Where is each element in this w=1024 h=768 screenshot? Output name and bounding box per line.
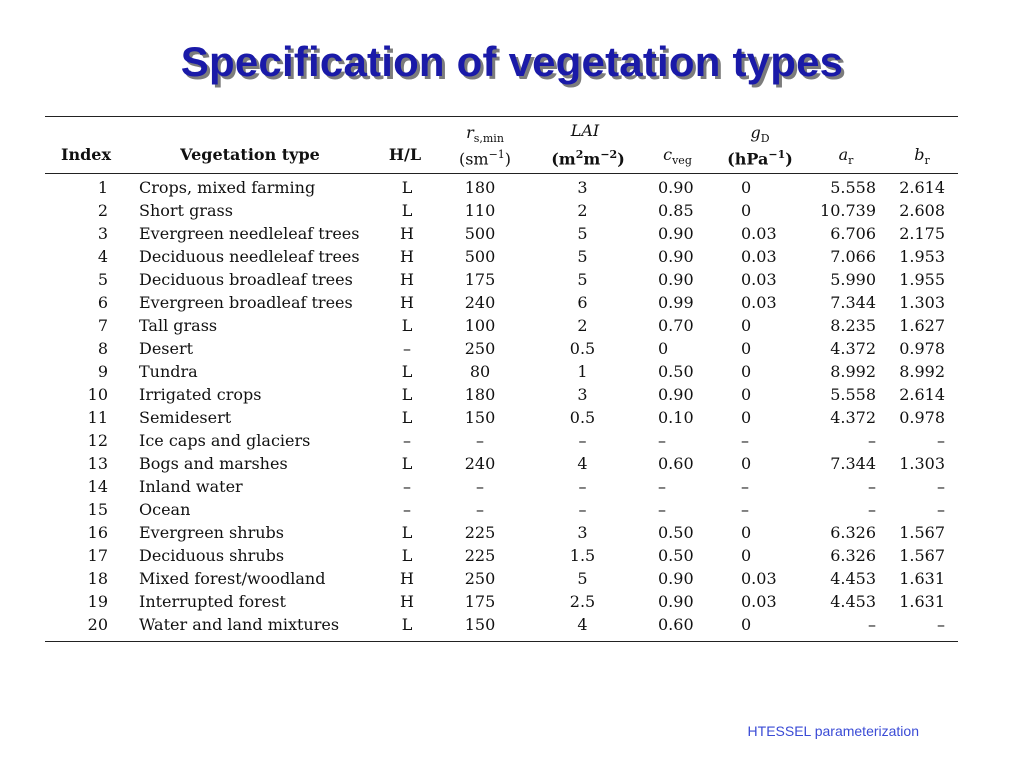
cell-gd: 0.03 — [741, 247, 777, 266]
cell-gd: – — [741, 477, 749, 496]
cell-cveg: 0.50 — [658, 523, 694, 542]
cell-rs-min: 250 — [464, 569, 496, 588]
cell-vegetation-type: Evergreen broadleaf trees — [139, 293, 353, 312]
cell-lai: 2 — [577, 316, 588, 335]
table-row — [0, 521, 1024, 544]
cell-gd: – — [741, 431, 749, 450]
cell-ar: – — [868, 500, 876, 519]
cell-ar: 10.739 — [820, 201, 876, 220]
cell-br: 0.978 — [899, 408, 945, 427]
cell-vegetation-type: Deciduous needleleaf trees — [139, 247, 360, 266]
table-row — [0, 613, 1024, 636]
table-row — [0, 222, 1024, 245]
cell-ar: 7.344 — [830, 454, 876, 473]
cell-cveg: 0.60 — [658, 615, 694, 634]
cell-br: 1.631 — [899, 569, 945, 588]
cell-lai: – — [578, 477, 587, 496]
header-index: Index — [60, 145, 112, 164]
cell-vegetation-type: Mixed forest/woodland — [139, 569, 326, 588]
table-row — [0, 590, 1024, 613]
cell-ar: 7.066 — [830, 247, 876, 266]
cell-index: 11 — [87, 408, 108, 427]
cell-lai: 6 — [577, 293, 588, 312]
cell-ar: 7.344 — [830, 293, 876, 312]
cell-hl: L — [401, 385, 413, 404]
cell-gd: 0 — [741, 523, 752, 542]
cell-vegetation-type: Irrigated crops — [139, 385, 262, 404]
slide-title: Specification of vegetation types — [180, 38, 844, 85]
cell-lai: 3 — [577, 178, 588, 197]
header-br: $b_r$ — [914, 145, 930, 168]
cell-index: 15 — [87, 500, 108, 519]
cell-ar: 5.990 — [830, 270, 876, 289]
cell-vegetation-type: Desert — [139, 339, 194, 358]
table-row — [0, 245, 1024, 268]
table-header — [0, 114, 1024, 174]
cell-ar: 4.453 — [830, 569, 876, 588]
cell-br: 2.614 — [899, 178, 945, 197]
cell-cveg: – — [658, 500, 666, 519]
cell-cveg: 0.90 — [658, 224, 694, 243]
cell-lai: – — [578, 431, 587, 450]
cell-index: 4 — [97, 247, 108, 266]
cell-gd: 0 — [741, 454, 752, 473]
cell-gd: 0 — [741, 178, 752, 197]
cell-lai: 5 — [577, 224, 588, 243]
cell-br: 1.627 — [899, 316, 945, 335]
cell-rs-min: 100 — [464, 316, 496, 335]
cell-vegetation-type: Water and land mixtures — [139, 615, 340, 634]
cell-hl: L — [401, 362, 413, 381]
cell-cveg: 0.10 — [658, 408, 694, 427]
table-header-rule — [45, 173, 958, 174]
table-row — [0, 406, 1024, 429]
cell-br: 1.953 — [899, 247, 945, 266]
cell-gd: 0.03 — [741, 224, 777, 243]
cell-rs-min: – — [476, 431, 484, 450]
cell-hl: L — [401, 408, 413, 427]
cell-rs-min: 110 — [464, 201, 496, 220]
cell-lai: 2 — [577, 201, 588, 220]
cell-index: 17 — [87, 546, 108, 565]
cell-rs-min: 150 — [464, 408, 496, 427]
cell-ar: 4.372 — [830, 408, 876, 427]
header-ar: $a_r$ — [838, 145, 854, 168]
cell-br: – — [937, 615, 945, 634]
cell-gd: 0.03 — [741, 293, 777, 312]
cell-lai: 1 — [577, 362, 588, 381]
cell-hl: H — [400, 270, 414, 289]
cell-hl: L — [401, 178, 413, 197]
cell-index: 16 — [87, 523, 108, 542]
cell-vegetation-type: Crops, mixed farming — [139, 178, 316, 197]
header-lai-unit: $(m^2m^{-2})$ — [551, 148, 625, 169]
table-row — [0, 475, 1024, 498]
cell-br: 1.567 — [899, 546, 945, 565]
cell-gd: – — [741, 500, 749, 519]
cell-hl: H — [400, 247, 414, 266]
cell-lai: 5 — [577, 569, 588, 588]
cell-lai: 4 — [577, 454, 588, 473]
header-gd-unit: (hPa$^{-1}$) — [727, 148, 793, 169]
cell-vegetation-type: Evergreen shrubs — [139, 523, 284, 542]
cell-vegetation-type: Tall grass — [139, 316, 218, 335]
cell-ar: 5.558 — [830, 385, 876, 404]
cell-rs-min: 500 — [464, 224, 496, 243]
cell-cveg: 0.90 — [658, 178, 694, 197]
cell-gd: 0.03 — [741, 270, 777, 289]
cell-br: 1.567 — [899, 523, 945, 542]
header-gd-symbol: $g_D$ — [750, 123, 770, 146]
cell-rs-min: 240 — [464, 293, 496, 312]
cell-lai: 0.5 — [569, 408, 596, 427]
cell-hl: – — [403, 500, 411, 519]
cell-lai: 5 — [577, 270, 588, 289]
cell-hl: – — [403, 477, 411, 496]
cell-gd: 0 — [741, 316, 752, 335]
table-row — [0, 383, 1024, 406]
cell-vegetation-type: Ice caps and glaciers — [139, 431, 311, 450]
cell-ar: – — [868, 615, 876, 634]
cell-ar: 5.558 — [830, 178, 876, 197]
cell-hl: L — [401, 454, 413, 473]
cell-br: 2.175 — [899, 224, 945, 243]
cell-vegetation-type: Short grass — [139, 201, 233, 220]
cell-cveg: 0.90 — [658, 569, 694, 588]
cell-br: 2.614 — [899, 385, 945, 404]
cell-vegetation-type: Semidesert — [139, 408, 232, 427]
cell-index: 8 — [97, 339, 108, 358]
cell-cveg: – — [658, 477, 666, 496]
cell-ar: 6.326 — [830, 523, 876, 542]
cell-rs-min: – — [476, 477, 484, 496]
cell-cveg: – — [658, 431, 666, 450]
table-row — [0, 429, 1024, 452]
cell-hl: – — [403, 431, 411, 450]
header-lai-symbol: LAI — [570, 121, 600, 140]
cell-rs-min: 175 — [464, 592, 496, 611]
table-row — [0, 176, 1024, 199]
cell-rs-min: 175 — [464, 270, 496, 289]
cell-vegetation-type: Tundra — [139, 362, 198, 381]
cell-ar: – — [868, 477, 876, 496]
cell-index: 19 — [87, 592, 108, 611]
cell-ar: 6.326 — [830, 546, 876, 565]
cell-index: 14 — [87, 477, 108, 496]
table-row — [0, 452, 1024, 475]
cell-hl: L — [401, 523, 413, 542]
cell-lai: – — [578, 500, 587, 519]
cell-hl: L — [401, 316, 413, 335]
cell-br: 1.303 — [899, 454, 945, 473]
cell-br: 1.303 — [899, 293, 945, 312]
cell-index: 12 — [87, 431, 108, 450]
table-row — [0, 314, 1024, 337]
cell-br: 1.955 — [899, 270, 945, 289]
slide-footer: HTESSEL parameterization — [747, 723, 919, 739]
cell-rs-min: 180 — [464, 385, 496, 404]
header-rs-min-unit: $(sm^{-1})$ — [458, 148, 512, 169]
cell-gd: 0.03 — [741, 569, 777, 588]
cell-index: 2 — [97, 201, 108, 220]
table-body — [0, 176, 1024, 636]
cell-hl: H — [400, 569, 414, 588]
cell-br: 1.631 — [899, 592, 945, 611]
cell-gd: 0.03 — [741, 592, 777, 611]
header-hl: H/L — [388, 145, 422, 164]
cell-index: 1 — [97, 178, 108, 197]
cell-index: 7 — [97, 316, 108, 335]
cell-lai: 3 — [577, 523, 588, 542]
cell-gd: 0 — [741, 339, 752, 358]
cell-lai: 1.5 — [569, 546, 596, 565]
cell-cveg: 0.90 — [658, 247, 694, 266]
header-rs-min-symbol: $r_{s,min}$ — [466, 123, 504, 146]
cell-cveg: 0.50 — [658, 362, 694, 381]
cell-index: 5 — [97, 270, 108, 289]
cell-ar: 4.372 — [830, 339, 876, 358]
cell-lai: 0.5 — [569, 339, 596, 358]
cell-br: – — [937, 477, 945, 496]
cell-gd: 0 — [741, 201, 752, 220]
cell-br: – — [937, 431, 945, 450]
cell-gd: 0 — [741, 408, 752, 427]
cell-vegetation-type: Ocean — [139, 500, 191, 519]
table-row — [0, 291, 1024, 314]
cell-rs-min: 150 — [464, 615, 496, 634]
cell-index: 20 — [87, 615, 108, 634]
cell-br: 8.992 — [899, 362, 945, 381]
cell-br: – — [937, 500, 945, 519]
cell-index: 3 — [97, 224, 108, 243]
table-row — [0, 199, 1024, 222]
cell-ar: 8.235 — [830, 316, 876, 335]
cell-lai: 4 — [577, 615, 588, 634]
table-row — [0, 544, 1024, 567]
cell-lai: 2.5 — [569, 592, 596, 611]
table-row — [0, 567, 1024, 590]
cell-vegetation-type: Deciduous shrubs — [139, 546, 285, 565]
cell-rs-min: 500 — [464, 247, 496, 266]
cell-rs-min: 180 — [464, 178, 496, 197]
cell-index: 13 — [87, 454, 108, 473]
cell-index: 6 — [97, 293, 108, 312]
cell-rs-min: – — [476, 500, 484, 519]
cell-gd: 0 — [741, 362, 752, 381]
cell-br: 2.608 — [899, 201, 945, 220]
cell-rs-min: 225 — [464, 546, 496, 565]
cell-lai: 5 — [577, 247, 588, 266]
table-bottom-rule — [45, 641, 958, 642]
cell-cveg: 0 — [658, 339, 669, 358]
cell-ar: 8.992 — [830, 362, 876, 381]
cell-gd: 0 — [741, 615, 752, 634]
cell-hl: L — [401, 201, 413, 220]
cell-hl: L — [401, 615, 413, 634]
cell-index: 9 — [97, 362, 108, 381]
cell-cveg: 0.60 — [658, 454, 694, 473]
cell-hl: – — [403, 339, 411, 358]
cell-cveg: 0.90 — [658, 270, 694, 289]
header-cveg: $c_{veg}$ — [663, 145, 692, 168]
cell-br: 0.978 — [899, 339, 945, 358]
cell-vegetation-type: Interrupted forest — [139, 592, 286, 611]
cell-gd: 0 — [741, 546, 752, 565]
cell-vegetation-type: Inland water — [139, 477, 243, 496]
cell-cveg: 0.90 — [658, 592, 694, 611]
cell-hl: H — [400, 592, 414, 611]
cell-rs-min: 250 — [464, 339, 496, 358]
cell-index: 10 — [87, 385, 108, 404]
cell-ar: 6.706 — [830, 224, 876, 243]
cell-gd: 0 — [741, 385, 752, 404]
cell-vegetation-type: Evergreen needleleaf trees — [139, 224, 360, 243]
cell-lai: 3 — [577, 385, 588, 404]
cell-index: 18 — [87, 569, 108, 588]
cell-hl: H — [400, 224, 414, 243]
cell-cveg: 0.90 — [658, 385, 694, 404]
cell-cveg: 0.70 — [658, 316, 694, 335]
cell-vegetation-type: Bogs and marshes — [139, 454, 288, 473]
cell-hl: L — [401, 546, 413, 565]
cell-ar: – — [868, 431, 876, 450]
table-row — [0, 268, 1024, 291]
table-row — [0, 360, 1024, 383]
cell-ar: 4.453 — [830, 592, 876, 611]
cell-cveg: 0.50 — [658, 546, 694, 565]
cell-vegetation-type: Deciduous broadleaf trees — [139, 270, 353, 289]
cell-cveg: 0.85 — [658, 201, 694, 220]
cell-rs-min: 225 — [464, 523, 496, 542]
table-row — [0, 337, 1024, 360]
cell-rs-min: 240 — [464, 454, 496, 473]
table-row — [0, 498, 1024, 521]
header-vegetation-type: Vegetation type — [180, 145, 320, 164]
cell-cveg: 0.99 — [658, 293, 694, 312]
cell-hl: H — [400, 293, 414, 312]
cell-rs-min: 80 — [469, 362, 491, 381]
